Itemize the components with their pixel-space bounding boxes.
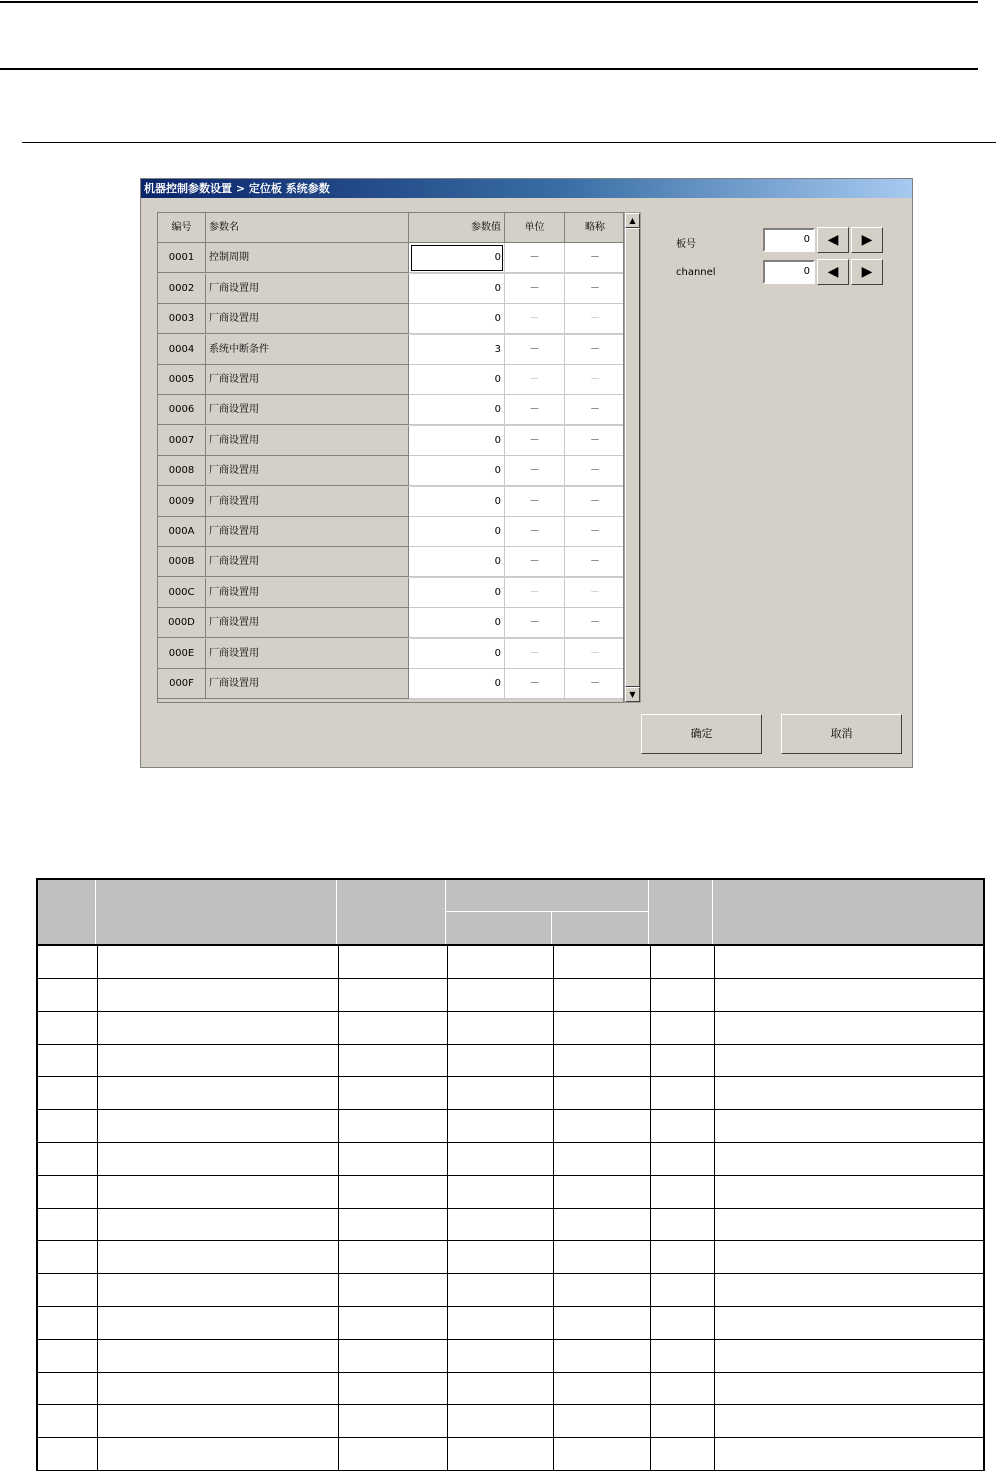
param-name: 厂商设置用 — [206, 487, 409, 517]
scroll-thumb[interactable] — [625, 228, 640, 687]
param-abbr: － — [565, 456, 624, 486]
grid-row[interactable] — [158, 335, 624, 365]
param-unit: － — [505, 487, 565, 517]
table-cell — [38, 1044, 715, 1076]
param-abbr: － — [565, 517, 624, 547]
param-name: 厂商设置用 — [206, 456, 409, 486]
section-rule — [22, 142, 996, 143]
param-id: 0007 — [158, 426, 206, 456]
table-row — [36, 1044, 985, 1077]
param-value-cell[interactable]: 0 — [409, 547, 505, 577]
grid-row[interactable] — [158, 243, 624, 273]
table-row — [36, 1176, 985, 1209]
param-abbr: － — [565, 243, 624, 273]
param-unit: － — [505, 639, 565, 669]
ok-button[interactable]: 确定 — [641, 714, 762, 754]
table-row — [36, 1077, 985, 1110]
param-value-cell[interactable]: 0 — [409, 487, 505, 517]
grid-row[interactable] — [158, 487, 624, 517]
param-name: 控制周期 — [206, 243, 409, 273]
param-name: 厂商设置用 — [206, 608, 409, 638]
param-abbr: － — [565, 669, 624, 699]
table-row — [36, 946, 985, 979]
grid-vertical-scrollbar[interactable] — [624, 212, 641, 703]
param-name: 厂商设置用 — [206, 639, 409, 669]
table-row — [36, 979, 985, 1012]
param-value-cell[interactable]: 0 — [409, 274, 505, 304]
table-cell — [38, 1372, 715, 1404]
param-value-cell[interactable]: 0 — [409, 426, 505, 456]
table-row — [36, 1110, 985, 1143]
grid-row[interactable] — [158, 304, 624, 334]
grid-row[interactable] — [158, 608, 624, 638]
param-abbr: － — [565, 274, 624, 304]
dialog-title: 机器控制参数设置 > 定位板 系统参数 — [141, 179, 912, 198]
param-name: 厂商设置用 — [206, 304, 409, 334]
scroll-down-icon[interactable]: ▼ — [625, 687, 640, 702]
param-abbr: － — [565, 365, 624, 395]
grid-row[interactable] — [158, 578, 624, 608]
param-id: 000C — [158, 578, 206, 608]
param-unit: － — [505, 335, 565, 365]
param-value-cell[interactable]: 0 — [409, 395, 505, 425]
table-row — [36, 1012, 985, 1045]
board-next-icon[interactable]: ▶ — [851, 227, 883, 253]
col-header-id[interactable]: 编号 — [158, 213, 206, 243]
channel-label: channel — [676, 267, 716, 278]
param-unit: － — [505, 669, 565, 699]
grid-row[interactable] — [158, 639, 624, 669]
param-id: 0008 — [158, 456, 206, 486]
grid-row[interactable] — [158, 365, 624, 395]
table-cell — [38, 1208, 715, 1240]
table-cell — [38, 1274, 715, 1306]
param-value-cell[interactable]: 0 — [409, 456, 505, 486]
param-abbr: － — [565, 487, 624, 517]
param-abbr: － — [565, 426, 624, 456]
board-prev-icon[interactable]: ◀ — [817, 227, 849, 253]
param-unit: － — [505, 365, 565, 395]
param-unit: － — [505, 456, 565, 486]
param-name: 厂商设置用 — [206, 395, 409, 425]
table-row — [36, 1274, 985, 1307]
table-cell — [38, 1405, 715, 1437]
param-value-cell[interactable]: 0 — [409, 243, 505, 273]
param-unit: － — [505, 395, 565, 425]
table-cell — [38, 1438, 715, 1470]
table-row — [36, 1208, 985, 1241]
grid-row[interactable] — [158, 517, 624, 547]
table-cell — [38, 979, 715, 1011]
param-name: 厂商设置用 — [206, 274, 409, 304]
param-unit: － — [505, 578, 565, 608]
param-value-cell[interactable]: 3 — [409, 335, 505, 365]
param-value-cell[interactable]: 0 — [409, 304, 505, 334]
table-cell — [38, 1012, 715, 1044]
param-id: 0006 — [158, 395, 206, 425]
parameter-table-header — [36, 878, 985, 946]
param-abbr: － — [565, 547, 624, 577]
table-row — [36, 1143, 985, 1176]
col-header-unit[interactable]: 单位 — [505, 213, 565, 243]
col-header-abbr[interactable]: 略称 — [565, 213, 624, 243]
param-id: 0009 — [158, 487, 206, 517]
param-abbr: － — [565, 639, 624, 669]
param-unit: － — [505, 426, 565, 456]
param-value-cell[interactable]: 0 — [409, 608, 505, 638]
grid-row[interactable] — [158, 274, 624, 304]
table-row — [36, 1241, 985, 1274]
param-id: 000D — [158, 608, 206, 638]
table-cell — [38, 1176, 715, 1208]
param-value-cell[interactable]: 0 — [409, 578, 505, 608]
param-id: 0004 — [158, 335, 206, 365]
param-abbr: － — [565, 395, 624, 425]
param-unit: － — [505, 608, 565, 638]
param-value-cell[interactable]: 0 — [409, 669, 505, 699]
col-header-name[interactable]: 参数名 — [206, 213, 409, 243]
board-label: 板号 — [676, 239, 696, 250]
param-id: 000B — [158, 547, 206, 577]
param-name: 厂商设置用 — [206, 547, 409, 577]
table-cell — [38, 1241, 715, 1273]
param-abbr: － — [565, 608, 624, 638]
param-unit: － — [505, 243, 565, 273]
grid-row[interactable] — [158, 426, 624, 456]
param-unit: － — [505, 274, 565, 304]
table-row — [36, 1307, 985, 1340]
param-name: 厂商设置用 — [206, 578, 409, 608]
param-abbr: － — [565, 578, 624, 608]
grid-row[interactable] — [158, 547, 624, 577]
param-value-cell[interactable]: 0 — [409, 365, 505, 395]
table-cell — [38, 946, 715, 978]
param-id: 000F — [158, 669, 206, 699]
param-name: 厂商设置用 — [206, 426, 409, 456]
table-row — [36, 1340, 985, 1373]
cancel-button[interactable]: 取消 — [781, 714, 902, 754]
param-name: 厂商设置用 — [206, 669, 409, 699]
param-name: 系统中断条件 — [206, 335, 409, 365]
top-rule — [0, 1, 978, 3]
param-abbr: － — [565, 304, 624, 334]
param-id: 0005 — [158, 365, 206, 395]
param-unit: － — [505, 517, 565, 547]
param-abbr: － — [565, 335, 624, 365]
channel-prev-icon[interactable]: ◀ — [817, 259, 849, 285]
param-id: 000A — [158, 517, 206, 547]
parameter-grid[interactable] — [157, 212, 624, 703]
channel-next-icon[interactable]: ▶ — [851, 259, 883, 285]
param-id: 0001 — [158, 243, 206, 273]
board-input[interactable]: 0 — [763, 228, 815, 252]
table-row — [36, 1438, 985, 1471]
param-id: 000E — [158, 639, 206, 669]
param-unit: － — [505, 547, 565, 577]
param-value-cell[interactable]: 0 — [409, 639, 505, 669]
parameter-dialog — [140, 178, 913, 768]
table-cell — [38, 1143, 715, 1175]
channel-input[interactable]: 0 — [763, 260, 815, 284]
table-row — [36, 1405, 985, 1438]
scroll-up-icon[interactable]: ▲ — [625, 213, 640, 228]
grid-row[interactable] — [158, 456, 624, 486]
grid-row[interactable] — [158, 669, 624, 699]
table-cell — [38, 1077, 715, 1109]
table-cell — [38, 1340, 715, 1372]
table-cell — [38, 1110, 715, 1142]
param-id: 0002 — [158, 274, 206, 304]
param-name: 厂商设置用 — [206, 365, 409, 395]
param-value-cell[interactable]: 0 — [409, 517, 505, 547]
col-header-value[interactable]: 参数值 — [409, 213, 505, 243]
table-cell — [38, 1307, 715, 1339]
table-row — [36, 1372, 985, 1405]
param-unit: － — [505, 304, 565, 334]
header-rule — [0, 68, 978, 70]
param-id: 0003 — [158, 304, 206, 334]
param-name: 厂商设置用 — [206, 517, 409, 547]
grid-header-row — [158, 213, 624, 243]
grid-row[interactable] — [158, 395, 624, 425]
